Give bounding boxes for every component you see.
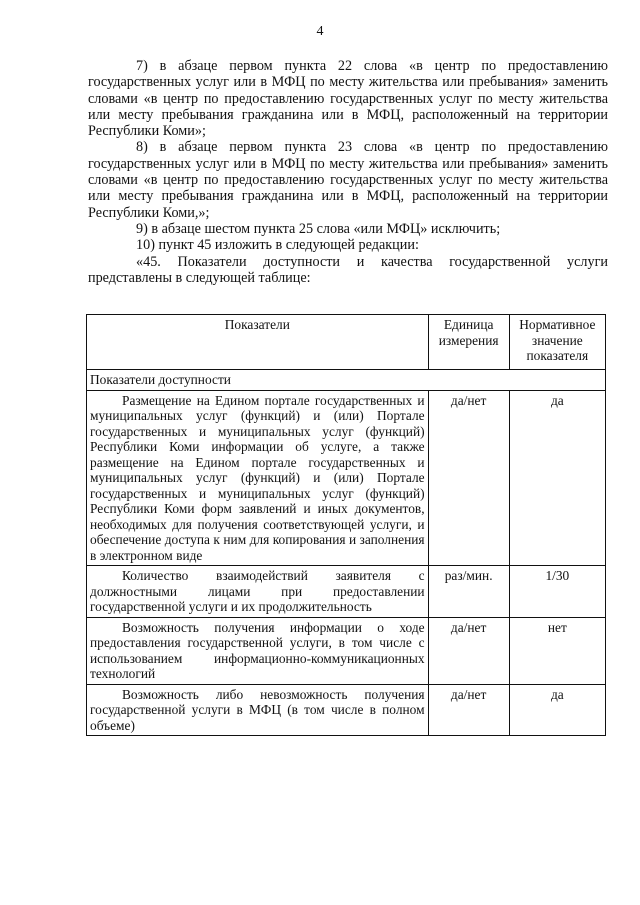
header-norm: Нормативное значение показателя <box>509 315 605 370</box>
indicator-cell: Количество взаимодействий заявителя с должностными лицами при предоставлении государственной услуги и их продолжительность <box>87 566 429 618</box>
header-unit: Единица измерения <box>428 315 509 370</box>
unit-cell: да/нет <box>428 390 509 566</box>
body-text <box>88 58 608 286</box>
indicator-cell: Размещение на Едином портале государственных и муниципальных услуг (функций) и (или) Портале государственных и муниципальных услуг (функций) Республики Коми информации об услуге, а также размещение на Едином портале государственных и муниципальных услуг (функций) и (или) Портале государственных и муниципальных услуг (функций) Республики Коми форм заявлений и иных документов, необходимых для получения соответствующей услуги, и обеспечение доступа к ним для копирования и заполнения в электронном виде <box>87 390 429 566</box>
table-header-row <box>87 315 606 370</box>
header-indicators: Показатели <box>87 315 429 370</box>
unit-cell: да/нет <box>428 617 509 684</box>
table-row <box>87 390 606 566</box>
table-row <box>87 617 606 684</box>
unit-cell: раз/мин. <box>428 566 509 618</box>
unit-cell: да/нет <box>428 684 509 736</box>
indicator-cell: Возможность получения информации о ходе предоставления государственной услуги, в том числе с использованием информационно-коммуникационных технологий <box>87 617 429 684</box>
paragraph-item-9: 9) в абзаце шестом пункта 25 слова «или МФЦ» исключить; <box>136 220 501 237</box>
norm-cell: да <box>509 684 605 736</box>
paragraph-item-45-intro: «45. Показатели доступности и качества государственной услуги представлены в следующей таблице: <box>88 253 608 286</box>
indicator-cell: Возможность либо невозможность получения государственной услуги в МФЦ (в том числе в полном объеме) <box>87 684 429 736</box>
norm-cell: 1/30 <box>509 566 605 618</box>
norm-cell: да <box>509 390 605 566</box>
table-row <box>87 684 606 736</box>
section-title: Показатели доступности <box>87 370 606 391</box>
indicators-table <box>86 314 606 736</box>
norm-cell: нет <box>509 617 605 684</box>
section-row <box>87 370 606 391</box>
page-number: 4 <box>316 24 324 39</box>
paragraph-item-8: 8) в абзаце первом пункта 23 слова «в центр по предоставлению государственных услуг или в МФЦ по месту жительства или пребывания» заменить словами «в центр по предоставлению государственных услуг по месту жительства или месту пребывания гражданина или в МФЦ, расположенный на территории Республики Коми,»; <box>88 139 608 221</box>
table-row <box>87 566 606 618</box>
paragraph-item-10: 10) пункт 45 изложить в следующей редакции: <box>136 237 419 254</box>
paragraph-item-7: 7) в абзаце первом пункта 22 слова «в центр по предоставлению государственных услуг или в МФЦ по месту жительства или пребывания» заменить словами «в центр по предоставлению государственных услуг по месту жительства или месту пребывания гражданина или в МФЦ, расположенный на территории Республики Коми»; <box>88 58 608 140</box>
